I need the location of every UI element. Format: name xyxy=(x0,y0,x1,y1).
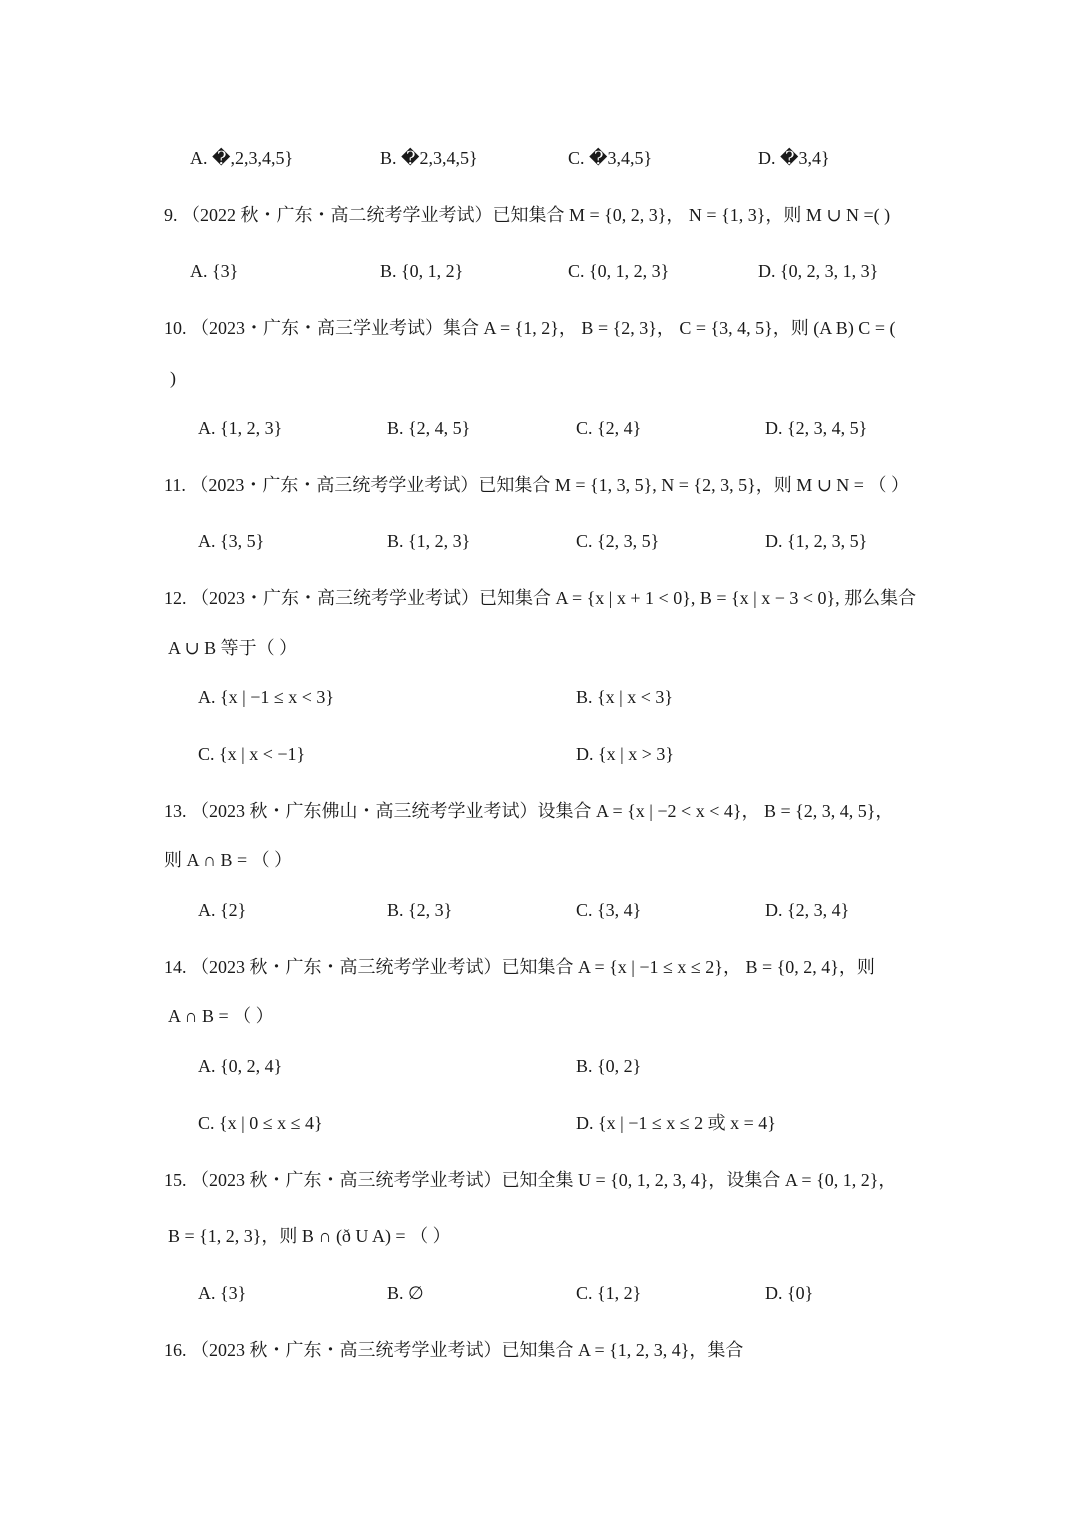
question-14-stem xyxy=(0,947,1080,987)
question-15-stem xyxy=(0,1160,1080,1200)
question-number: 11. xyxy=(164,475,186,495)
question-8-options xyxy=(0,138,1080,178)
question-11-stem xyxy=(0,465,1080,505)
option-c: C. {x | x < −1} xyxy=(198,744,306,764)
question-number: 9. xyxy=(164,205,178,225)
option-c: C. {3, 4} xyxy=(576,900,642,920)
question-13-stem-cont xyxy=(0,840,1080,880)
option-d: D. {x | x > 3} xyxy=(576,744,675,764)
option-d: D. {2, 3, 4} xyxy=(765,900,850,920)
option-a: A. {3, 5} xyxy=(198,531,265,551)
question-12-options-row2 xyxy=(0,734,1080,774)
question-number: 14. xyxy=(164,957,187,977)
question-text: B = {1, 2, 3}，则 B ∩ (ð U A) = （ ） xyxy=(168,1226,451,1246)
question-number: 12. xyxy=(164,588,187,608)
option-c: C. {1, 2} xyxy=(576,1283,642,1303)
option-a: A. {2} xyxy=(198,900,247,920)
question-number: 13. xyxy=(164,801,187,821)
question-number: 10. xyxy=(164,318,187,338)
question-number: 15. xyxy=(164,1170,187,1190)
question-9-options xyxy=(0,251,1080,291)
option-b: B. ∅ xyxy=(387,1283,424,1303)
option-c: C. {2, 4} xyxy=(576,418,642,438)
question-text: （2023・广东・高三学业考试）集合 A = {1, 2}， B = {2, 3}， C = {3, 4, 5}，则 (A B) C = ( xyxy=(191,318,896,338)
option-a: A. {3} xyxy=(198,1283,247,1303)
option-c: C. {x | 0 ≤ x ≤ 4} xyxy=(198,1113,323,1133)
option-b: B. {2, 3} xyxy=(387,900,453,920)
question-15-stem-cont xyxy=(0,1216,1080,1256)
question-10-stem-cont xyxy=(0,358,1080,398)
question-text: （2023 秋・广东佛山・高三统考学业考试）设集合 A = {x | −2 < x < 4}， B = {2, 3, 4, 5}， xyxy=(191,801,894,821)
option-a: A. {0, 2, 4} xyxy=(198,1056,283,1076)
option-d: D. {2, 3, 4, 5} xyxy=(765,418,868,438)
question-text: （2022 秋・广东・高二统考学业考试）已知集合 M = {0, 2, 3}， N = {1, 3}，则 M ∪ N =( ) xyxy=(182,205,891,225)
question-16-stem xyxy=(0,1330,1080,1370)
question-11-options xyxy=(0,521,1080,561)
option-b: B. {1, 2, 3} xyxy=(387,531,471,551)
question-12-options-row1 xyxy=(0,677,1080,717)
question-14-options-row2 xyxy=(0,1103,1080,1143)
question-text: 则 A ∩ B = （ ） xyxy=(164,850,293,870)
question-text: （2023・广东・高三统考学业考试）已知集合 M = {1, 3, 5}, N = {2, 3, 5}，则 M ∪ N = （ ） xyxy=(190,475,909,495)
question-15-options xyxy=(0,1273,1080,1313)
question-text: A ∩ B = （ ） xyxy=(168,1006,274,1026)
option-b: B. {0, 1, 2} xyxy=(380,261,464,281)
option-d: D. {1, 2, 3, 5} xyxy=(765,531,868,551)
option-c: C. {0, 1, 2, 3} xyxy=(568,261,670,281)
option-a: A. {3} xyxy=(190,261,239,281)
option-d: D. {0, 2, 3, 1, 3} xyxy=(758,261,879,281)
question-13-stem xyxy=(0,791,1080,831)
option-d: D. {x | −1 ≤ x ≤ 2 或 x = 4} xyxy=(576,1113,776,1133)
question-text: （2023 秋・广东・高三统考学业考试）已知集合 A = {1, 2, 3, 4}，集合 xyxy=(191,1340,744,1360)
option-c: C. �3,4,5} xyxy=(568,148,653,168)
question-number: 16. xyxy=(164,1340,187,1360)
question-14-options-row1 xyxy=(0,1046,1080,1086)
option-d: D. {0} xyxy=(765,1283,814,1303)
option-a: A. {x | −1 ≤ x < 3} xyxy=(198,687,335,707)
question-12-stem-cont xyxy=(0,628,1080,668)
question-text: （2023 秋・广东・高三统考学业考试）已知集合 A = {x | −1 ≤ x ≤ 2}， B = {0, 2, 4}，则 xyxy=(191,957,875,977)
question-13-options xyxy=(0,890,1080,930)
question-12-stem xyxy=(0,578,1080,618)
option-b: B. �2,3,4,5} xyxy=(380,148,478,168)
option-b: B. {0, 2} xyxy=(576,1056,642,1076)
option-b: B. {2, 4, 5} xyxy=(387,418,471,438)
option-d: D. �3,4} xyxy=(758,148,830,168)
option-a: A. �,2,3,4,5} xyxy=(190,148,294,168)
option-a: A. {1, 2, 3} xyxy=(198,418,283,438)
question-10-stem xyxy=(0,308,1080,348)
option-c: C. {2, 3, 5} xyxy=(576,531,660,551)
question-text: A ∪ B 等于（ ） xyxy=(168,638,298,658)
question-9-stem xyxy=(0,195,1080,235)
question-text: （2023・广东・高三统考学业考试）已知集合 A = {x | x + 1 < 0}, B = {x | x − 3 < 0}, 那么集合 xyxy=(191,588,917,608)
question-text: （2023 秋・广东・高三统考学业考试）已知全集 U = {0, 1, 2, 3, 4}，设集合 A = {0, 1, 2}， xyxy=(191,1170,897,1190)
question-text: ) xyxy=(170,368,176,388)
question-10-options xyxy=(0,408,1080,448)
question-14-stem-cont xyxy=(0,996,1080,1036)
option-b: B. {x | x < 3} xyxy=(576,687,674,707)
